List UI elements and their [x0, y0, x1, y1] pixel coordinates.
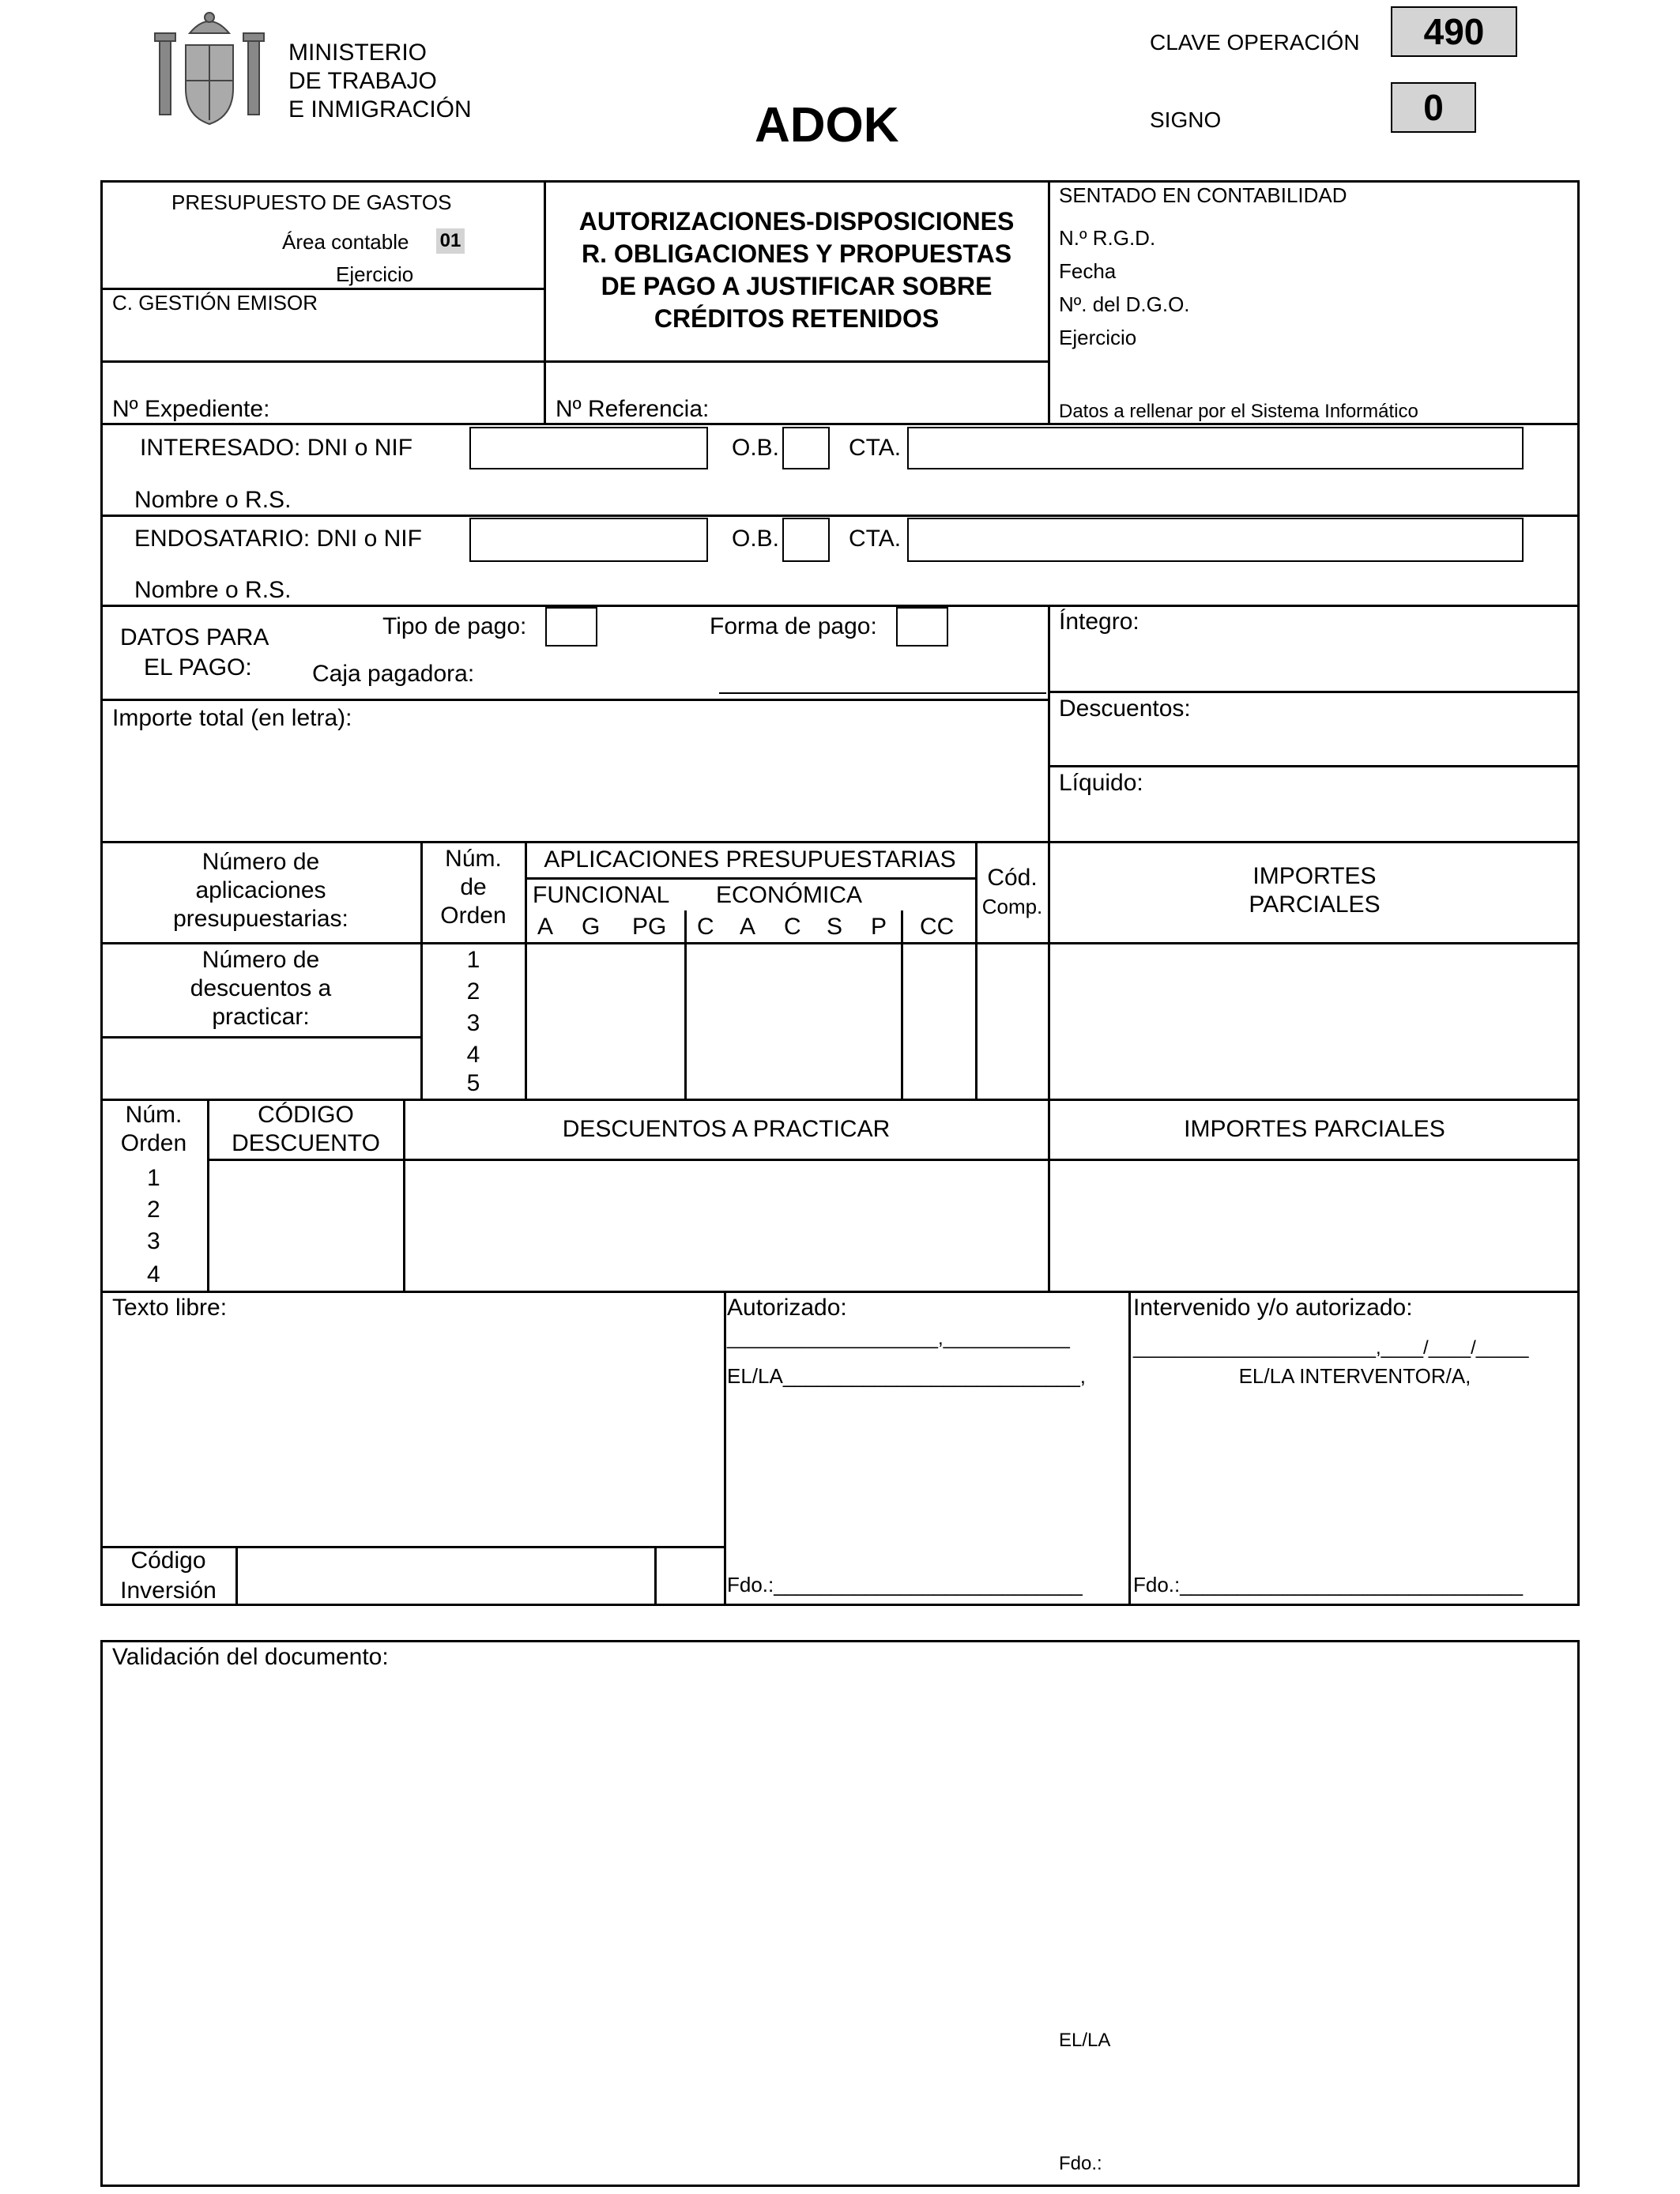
desc-order-number: 2	[147, 1197, 160, 1223]
fecha-label: Fecha	[1059, 259, 1117, 283]
validation-frame	[100, 1640, 1580, 2187]
descuentos-label: Descuentos:	[1059, 696, 1191, 722]
clave-operacion-value: 490	[1391, 6, 1517, 57]
divider	[1048, 691, 1580, 693]
ministry-line-3: E INMIGRACIÓN	[288, 96, 472, 123]
liquido-label: Líquido:	[1059, 770, 1143, 796]
divider	[684, 910, 687, 1099]
forma-pago-label: Forma de pago:	[710, 613, 877, 639]
referencia-label: Nº Referencia:	[556, 396, 710, 422]
interventor-label: EL/LA INTERVENTOR/A,	[1238, 1364, 1471, 1388]
caja-pagadora-label: Caja pagadora:	[312, 661, 475, 687]
ministry-line-2: DE TRABAJO	[288, 68, 437, 94]
order-number: 5	[466, 1070, 480, 1096]
order-number: 4	[466, 1042, 480, 1068]
codigo-descuento-line-2: DESCUENTO	[232, 1130, 380, 1156]
divider	[525, 877, 975, 880]
divider	[1048, 841, 1050, 1162]
funcional-label: FUNCIONAL	[533, 882, 670, 908]
importes-parciales-title: IMPORTES PARCIALES	[1184, 1116, 1445, 1142]
divider	[100, 1291, 1580, 1293]
caja-pagadora-line[interactable]	[719, 692, 1046, 694]
desc-order-number: 1	[147, 1165, 160, 1191]
codigo-inversion-line-2: Inversión	[120, 1578, 217, 1604]
interesado-cta-field[interactable]	[907, 427, 1524, 469]
order-number: 1	[466, 947, 480, 973]
divider	[100, 699, 1049, 701]
num-aplicaciones-line-3: presupuestarias:	[173, 906, 348, 932]
validacion-fdo-label: Fdo.:	[1059, 2153, 1102, 2174]
divider	[100, 360, 1049, 363]
coat-of-arms-logo	[150, 9, 269, 128]
autorizado-label: Autorizado:	[727, 1295, 847, 1321]
intervenido-label: Intervenido y/o autorizado:	[1133, 1295, 1413, 1321]
rgd-label: N.º R.G.D.	[1059, 226, 1156, 250]
order-number: 3	[466, 1010, 480, 1036]
dgo-label: Nº. del D.G.O.	[1059, 292, 1190, 316]
order-number: 2	[466, 978, 480, 1005]
endosatario-cta-label: CTA.	[849, 526, 902, 552]
divider	[1048, 765, 1580, 767]
endosatario-ob-field[interactable]	[782, 518, 830, 562]
func-col-g: G	[582, 914, 601, 940]
codigo-descuento-line-1: CÓDIGO	[258, 1102, 354, 1128]
divider	[724, 1291, 726, 1606]
num-aplicaciones-line-2: aplicaciones	[195, 877, 326, 903]
func-col-a: A	[537, 914, 554, 940]
form-title-line-3: DE PAGO A JUSTIFICAR SOBRE	[601, 272, 993, 300]
form-title-line-1: AUTORIZACIONES-DISPOSICIONES	[578, 207, 1015, 236]
descuentos-practicar-title: DESCUENTOS A PRACTICAR	[562, 1116, 891, 1142]
gestion-emisor-label: C. GESTIÓN EMISOR	[112, 291, 318, 315]
aplicaciones-title: APLICACIONES PRESUPUESTARIAS	[544, 846, 956, 873]
desc-order-number: 3	[147, 1228, 160, 1254]
econ-col-c2: C	[784, 914, 801, 940]
signo-value: 0	[1391, 82, 1476, 133]
texto-libre-label: Texto libre:	[112, 1295, 228, 1321]
clave-operacion-label: CLAVE OPERACIÓN	[1150, 30, 1360, 55]
divider	[1128, 1291, 1131, 1606]
interesado-nif-field[interactable]	[469, 427, 708, 469]
forma-pago-field[interactable]	[896, 607, 948, 647]
validacion-ella-label: EL/LA	[1059, 2030, 1111, 2051]
econ-col-c1: C	[697, 914, 714, 940]
sentado-contabilidad-label: SENTADO EN CONTABILIDAD	[1059, 183, 1347, 207]
divider	[1048, 1159, 1050, 1291]
num-descuentos-line-2: descuentos a	[190, 975, 332, 1001]
divider	[654, 1546, 657, 1606]
desc-num-line-1: Núm.	[125, 1102, 183, 1128]
integro-label: Íntegro:	[1059, 609, 1139, 635]
divider	[100, 841, 1580, 843]
autorizado-fdo-line[interactable]: Fdo.:___________________________	[727, 1573, 1083, 1596]
area-contable-label: Área contable	[282, 230, 409, 254]
form-code-title: ADOK	[755, 98, 899, 153]
cc-label: CC	[920, 914, 955, 940]
tipo-pago-label: Tipo de pago:	[382, 613, 527, 639]
econ-col-s: S	[827, 914, 843, 940]
num-orden-line-2: de	[460, 874, 487, 900]
signo-label: SIGNO	[1150, 107, 1222, 132]
divider	[100, 515, 1580, 517]
cod-comp-line-2: Comp.	[981, 895, 1043, 918]
validacion-label: Validación del documento:	[112, 1644, 389, 1670]
divider	[100, 288, 544, 290]
sistema-informatico-note: Datos a rellenar por el Sistema Informático	[1059, 401, 1418, 422]
divider	[207, 1159, 1580, 1161]
importe-total-label: Importe total (en letra):	[112, 705, 352, 731]
economica-label: ECONÓMICA	[716, 882, 863, 908]
endosatario-cta-field[interactable]	[907, 518, 1524, 562]
interesado-nombre-label: Nombre o R.S.	[134, 487, 292, 513]
form-title-line-4: CRÉDITOS RETENIDOS	[654, 304, 940, 333]
intervenido-fdo-line[interactable]: Fdo.:______________________________	[1133, 1573, 1524, 1596]
endosatario-ob-label: O.B.	[732, 526, 780, 552]
importes-parciales-line-2: PARCIALES	[1249, 892, 1381, 918]
interesado-cta-label: CTA.	[849, 435, 902, 461]
divider	[207, 1099, 209, 1291]
cod-comp-line-1: Cód.	[987, 865, 1038, 891]
form-title-line-2: R. OBLIGACIONES Y PROPUESTAS	[581, 239, 1012, 268]
num-orden-line-3: Orden	[440, 903, 507, 929]
ejercicio-contab-label: Ejercicio	[1059, 326, 1137, 349]
presupuesto-gastos-label: PRESUPUESTO DE GASTOS	[171, 190, 452, 214]
econ-col-p: P	[871, 914, 887, 940]
func-col-pg: PG	[632, 914, 667, 940]
divider	[901, 910, 903, 1099]
area-contable-value: 01	[436, 228, 465, 254]
intervenido-place-date-line[interactable]: _______________________,____/____/_____	[1133, 1337, 1529, 1359]
ejercicio-label: Ejercicio	[336, 262, 414, 286]
interesado-ob-field[interactable]	[782, 427, 830, 469]
desc-num-line-2: Orden	[120, 1130, 187, 1156]
endosatario-nif-field[interactable]	[469, 518, 708, 562]
divider	[1048, 605, 1050, 842]
num-aplicaciones-line-1: Número de	[202, 849, 320, 875]
interesado-ob-label: O.B.	[732, 435, 780, 461]
divider	[100, 1036, 421, 1039]
divider	[1048, 180, 1050, 424]
num-orden-line-1: Núm.	[445, 846, 502, 872]
autorizado-ella-line[interactable]: EL/LA__________________________,	[727, 1364, 1087, 1388]
tipo-pago-field[interactable]	[545, 607, 597, 647]
econ-col-a: A	[740, 914, 756, 940]
divider	[100, 423, 1580, 425]
desc-order-number: 4	[147, 1261, 160, 1287]
divider	[100, 942, 1580, 944]
datos-pago-line-1: DATOS PARA	[120, 624, 269, 650]
datos-pago-line-2: EL PAGO:	[144, 654, 252, 680]
ministry-line-1: MINISTERIO	[288, 40, 428, 66]
num-descuentos-line-3: practicar:	[212, 1004, 310, 1030]
divider	[100, 1099, 1580, 1101]
endosatario-label: ENDOSATARIO: DNI o NIF	[134, 526, 422, 552]
num-descuentos-line-1: Número de	[202, 947, 320, 973]
importes-parciales-line-1: IMPORTES	[1252, 863, 1377, 889]
autorizado-place-date-line[interactable]: ____________________,____________	[727, 1328, 1070, 1349]
endosatario-nombre-label: Nombre o R.S.	[134, 577, 292, 603]
expediente-label: Nº Expediente:	[112, 396, 270, 422]
interesado-label: INTERESADO: DNI o NIF	[140, 435, 413, 461]
divider	[100, 605, 1580, 607]
codigo-inversion-line-1: Código	[130, 1547, 206, 1574]
